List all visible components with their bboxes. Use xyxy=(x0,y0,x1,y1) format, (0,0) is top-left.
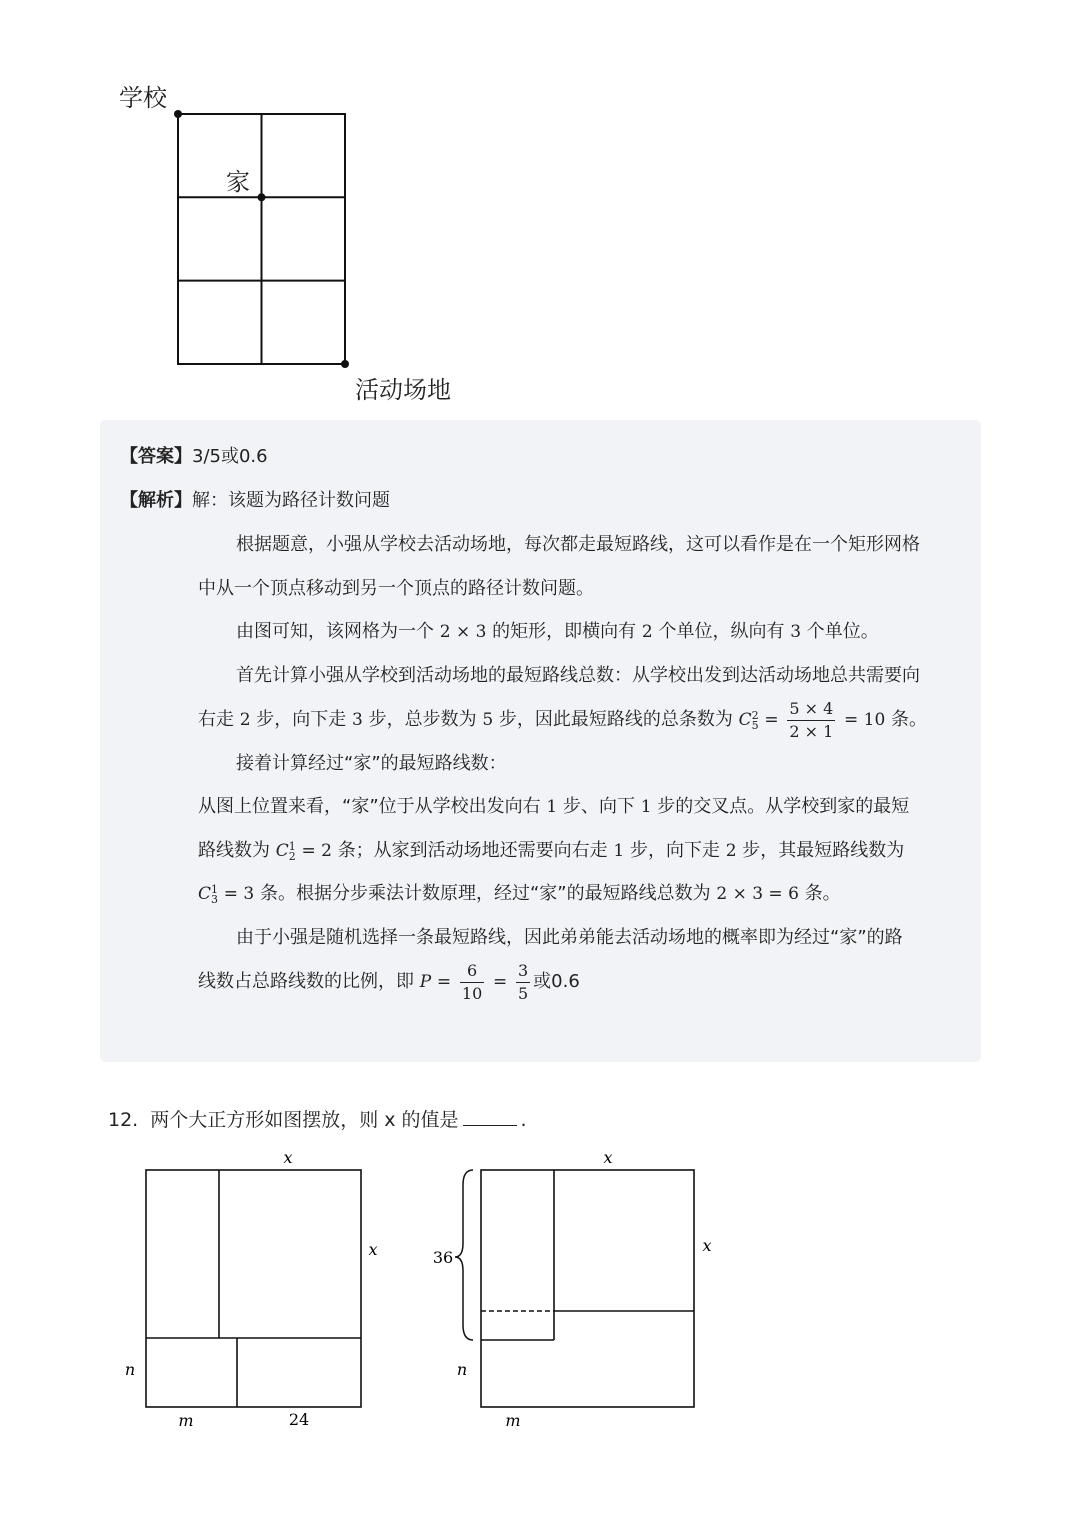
text: 步，其最短路线数为 xyxy=(742,840,905,861)
label-right-x: x xyxy=(702,1236,712,1255)
question-period: . xyxy=(520,1109,527,1131)
numerator: 3 xyxy=(516,960,530,983)
math: C xyxy=(275,841,289,861)
label-right-x: x xyxy=(368,1240,378,1259)
text: 右走 xyxy=(198,709,234,730)
label-m: m xyxy=(505,1411,521,1430)
analysis-p5 xyxy=(198,794,909,820)
answer-line xyxy=(120,444,268,470)
text: 个单位。 xyxy=(806,621,879,642)
analysis-p1-line2: 中从一个顶点移动到另一个顶点的路径计数问题。 xyxy=(198,578,594,599)
answer-tag: 【答案】 xyxy=(120,446,192,467)
text: 步，向下走 xyxy=(629,840,720,861)
text: 步，总步数为 xyxy=(368,709,477,730)
text: 线数占总路线数的比例，即 xyxy=(198,971,414,992)
label-n: n xyxy=(456,1360,468,1379)
math: = 10 xyxy=(844,710,886,730)
brace xyxy=(455,1170,473,1340)
analysis-p8-line1: 由于小强是随机选择一条最短路线，因此弟弟能去活动场地的概率即为经过“家”的路 xyxy=(236,927,903,948)
analysis-p2 xyxy=(236,619,879,645)
numerator: 6 xyxy=(460,960,484,983)
combination-C21 xyxy=(276,841,296,861)
label-top-x: x xyxy=(283,1148,293,1167)
math: 1 xyxy=(613,841,625,861)
figure12-left xyxy=(110,1145,400,1435)
denominator: 10 xyxy=(461,983,483,1003)
math: 5 xyxy=(482,710,494,730)
text: 步的交叉点。从学校到家的最短 xyxy=(657,796,910,817)
combination-C52 xyxy=(739,710,759,730)
math: 2 xyxy=(239,710,251,730)
field-point xyxy=(341,360,349,368)
text: 个单位，纵向有 xyxy=(658,621,785,642)
outer-square xyxy=(481,1170,694,1407)
text: 条。 xyxy=(891,709,928,730)
analysis-p3-line2 xyxy=(198,693,927,747)
math: 1 xyxy=(640,797,652,817)
subscript: 2 xyxy=(288,849,296,863)
math: 3 xyxy=(352,710,363,730)
denominator: 2 × 1 xyxy=(789,721,834,741)
math: = xyxy=(764,710,779,730)
school-point xyxy=(174,110,182,118)
analysis-p7 xyxy=(198,881,841,907)
superscript: 2 xyxy=(751,708,759,722)
denominator: 5 xyxy=(517,983,529,1003)
math: C xyxy=(198,884,212,904)
text: 的矩形，即横向有 xyxy=(492,621,637,642)
analysis-p6 xyxy=(198,838,904,864)
math: = 2 xyxy=(301,841,332,861)
math: 2 × 3 = 6 xyxy=(716,884,799,904)
analysis-p1-line1: 根据题意，小强从学校去活动场地，每次都走最短路线，这可以看作是在一个矩形网格 xyxy=(236,534,920,555)
grid-diagram xyxy=(170,106,355,371)
math: 2 xyxy=(725,841,737,861)
combination-C31 xyxy=(198,884,218,904)
question-12 xyxy=(108,1106,527,1134)
text: 条。 xyxy=(804,883,841,904)
field-label: 活动场地 xyxy=(355,376,451,404)
subscript: 3 xyxy=(211,892,219,906)
home-point xyxy=(258,193,266,201)
text: 路线数为 xyxy=(198,840,270,861)
label-24: 24 xyxy=(288,1410,310,1429)
label-36: 36 xyxy=(432,1248,454,1267)
analysis-tag: 【解析】 xyxy=(120,490,192,511)
math: C xyxy=(738,710,752,730)
math: 3 xyxy=(790,622,802,642)
math: 1 xyxy=(546,797,558,817)
math: P xyxy=(419,972,432,992)
fraction-6-over-10 xyxy=(460,960,484,1005)
question-number: 12. xyxy=(108,1109,139,1131)
subscript: 5 xyxy=(751,718,759,732)
numerator: 5 × 4 xyxy=(787,698,835,721)
label-top-x: x xyxy=(603,1148,613,1167)
question-text: 两个大正方形如图摆放，则 x 的值是 xyxy=(150,1109,459,1131)
fraction-5x4-over-2x1 xyxy=(787,698,835,743)
fraction-3-over-5 xyxy=(516,960,530,1005)
text: 从图上位置来看，“家”位于从学校出发向右 xyxy=(198,796,541,817)
label-m: m xyxy=(178,1411,194,1430)
text: 步，因此最短路线的总条数为 xyxy=(498,709,733,730)
answer-value: 3/5或0.6 xyxy=(192,446,268,467)
analysis-p3-line1: 首先计算小强从学校到活动场地的最短路线总数：从学校出发到达活动场地总共需要向 xyxy=(236,665,920,686)
text: 条；从家到活动场地还需要向右走 xyxy=(337,840,608,861)
analysis-intro: 解：该题为路径计数问题 xyxy=(192,490,390,511)
text: 或0.6 xyxy=(533,971,580,992)
math: = xyxy=(493,972,508,992)
home-label: 家 xyxy=(226,168,250,196)
answer-blank[interactable] xyxy=(463,1107,517,1126)
outer-square xyxy=(146,1170,361,1407)
analysis-p8-line2 xyxy=(198,955,580,1009)
label-n: n xyxy=(124,1360,136,1379)
superscript: 1 xyxy=(211,882,219,896)
superscript: 1 xyxy=(288,839,296,853)
math: 2 xyxy=(641,622,653,642)
text: 步，向下走 xyxy=(256,709,347,730)
text: 条。根据分步乘法计数原理，经过“家”的最短路线总数为 xyxy=(259,883,711,904)
math: 2 × 3 xyxy=(439,622,487,642)
text: 步、向下 xyxy=(562,796,635,817)
school-label: 学校 xyxy=(119,84,167,112)
text: 由图可知，该网格为一个 xyxy=(236,621,434,642)
figure12-right xyxy=(425,1145,725,1435)
analysis-p4: 接着计算经过“家”的最短路线数： xyxy=(236,753,507,774)
math: = 3 xyxy=(223,884,255,904)
analysis-line xyxy=(120,488,390,514)
math: = xyxy=(436,972,452,992)
